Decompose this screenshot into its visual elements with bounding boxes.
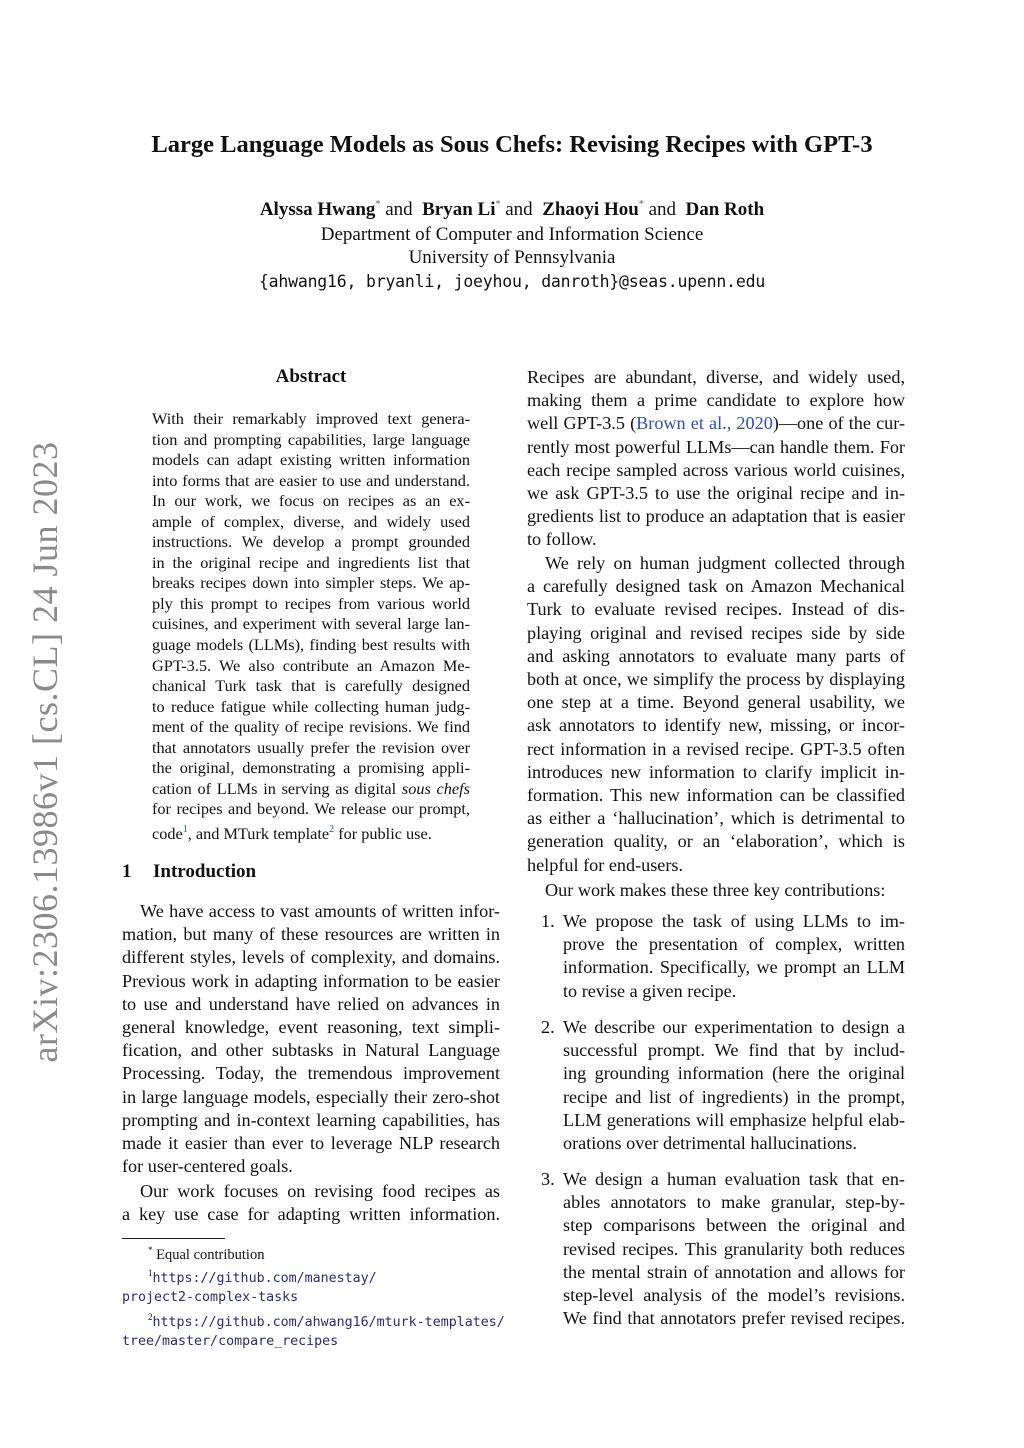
text-line: models can adapt existing written information xyxy=(152,450,470,470)
text-line: We describe our experimentation to design a xyxy=(563,1017,905,1037)
text-line: chanical Turk task that is carefully designed xyxy=(152,676,470,696)
text-line: ask annotators to identify new, missing, or incor- xyxy=(527,715,905,736)
footnote-2-cont xyxy=(122,1332,522,1351)
text-line: a key use case for adapting written information. xyxy=(122,1204,500,1225)
text-line: ply this prompt to recipes from various world xyxy=(152,593,470,613)
text-line: to follow. xyxy=(527,529,597,550)
text-line: each recipe sampled across various world cuisines, xyxy=(527,459,905,480)
text-line: general knowledge, event reasoning, text simpli- xyxy=(122,1017,500,1038)
text-line: revised recipes. This granularity both reduces xyxy=(563,1238,905,1259)
text-line: step comparisons between the original and xyxy=(563,1215,905,1236)
text-line: for user-centered goals. xyxy=(122,1156,293,1177)
footnote-1-cont xyxy=(122,1288,522,1307)
intro-paragraph-3 xyxy=(527,366,905,552)
text-line: and asking annotators to evaluate many parts of xyxy=(527,645,905,666)
text-line: for recipes and beyond. We release our prompt, xyxy=(152,799,470,819)
text-line: GPT-3.5. We also contribute an Amazon Me- xyxy=(152,655,470,675)
intro-paragraph-1 xyxy=(122,900,500,1178)
text-line: helpful for end-users. xyxy=(527,854,684,875)
intro-paragraph-2 xyxy=(122,1180,500,1226)
text-line: Our work focuses on revising food recipes as xyxy=(140,1181,500,1201)
footnote-divider xyxy=(122,1238,225,1239)
abstract-text xyxy=(152,409,470,844)
text-line: Previous work in adapting information to be easier xyxy=(122,970,500,991)
author-list xyxy=(0,199,1024,221)
text-line xyxy=(152,820,470,845)
text-line: ment of the quality of recipe revisions. We find xyxy=(152,717,470,737)
author-name: Alyssa Hwang xyxy=(259,199,376,220)
intro-paragraph-4 xyxy=(527,552,905,877)
text-line: generation quality, or an ‘elaboration’, which is xyxy=(527,831,905,852)
text-line: made it easier than ever to leverage NLP research xyxy=(122,1133,500,1154)
footnote-mark: * xyxy=(148,1245,153,1255)
text-span: for public use. xyxy=(334,823,432,843)
footnote-link[interactable]: https://github.com/ahwang16/mturk-templates/ xyxy=(152,1314,505,1330)
text-line: mation, but many of these resources are written in xyxy=(122,924,500,945)
text-line: Processing. Today, the tremendous improvement xyxy=(122,1063,500,1084)
citation-link[interactable]: Brown et al., 2020 xyxy=(636,413,773,434)
text-line: both at once, we simplify the process by displaying xyxy=(527,669,905,690)
list-number: 1. xyxy=(541,911,555,931)
list-number: 3. xyxy=(541,1169,555,1189)
text-line: different styles, levels of complexity, and domains. xyxy=(122,947,500,968)
text-line: rect information in a revised recipe. GPT-3.5 often xyxy=(527,738,905,759)
text-line: to use and understand have relied on advances in xyxy=(122,993,500,1014)
text-line xyxy=(152,779,470,800)
text-line: information. Specifically, we prompt an LLM xyxy=(563,957,905,978)
section-number: 1 xyxy=(122,861,132,882)
and-text: and xyxy=(385,199,413,220)
contribution-item xyxy=(527,910,905,1003)
text-line: We find that annotators prefer revised recipes. xyxy=(563,1308,905,1329)
text-line: LLM generations will emphasize helpful elab- xyxy=(563,1109,905,1130)
text-line xyxy=(527,412,905,435)
text-span: )—one of the cur- xyxy=(772,413,906,434)
equal-contribution-mark: * xyxy=(375,199,381,210)
footnote-equal xyxy=(122,1241,522,1264)
text-line: playing original and revised recipes side by side xyxy=(527,622,905,643)
contribution-text xyxy=(563,1168,905,1330)
text-line: the original, demonstrating a promising appli- xyxy=(152,758,470,778)
text-line: We rely on human judgment collected through xyxy=(545,553,905,573)
text-line: orations over detrimental hallucinations. xyxy=(563,1133,857,1154)
text-line: ing grounding information (here the original xyxy=(563,1063,905,1084)
text-line: breaks recipes down into simpler steps. We ap- xyxy=(152,573,470,593)
text-line: formation. This new information can be classified xyxy=(527,785,905,806)
footnote-2 xyxy=(122,1308,522,1332)
text-line: making them a prime candidate to explore how xyxy=(527,390,905,411)
author-name: Zhaoyi Hou xyxy=(542,199,639,220)
footnote-ref[interactable]: 2 xyxy=(329,823,335,835)
text-line: gredients list to produce an adaptation that is easier xyxy=(527,506,905,527)
text-line: Our work makes these three key contributions: xyxy=(545,880,886,900)
contribution-item xyxy=(527,1016,905,1155)
author-name: Dan Roth xyxy=(685,199,765,220)
contribution-text xyxy=(563,910,905,1003)
text-line: We have access to vast amounts of written infor- xyxy=(140,901,500,921)
section-heading-introduction xyxy=(122,861,256,883)
author-name: Bryan Li xyxy=(422,199,496,220)
text-line: instructions. We develop a prompt grounded xyxy=(152,532,470,552)
text-line: prompting and in-context learning capabilities, has xyxy=(122,1109,500,1130)
text-span: well GPT-3.5 ( xyxy=(527,413,637,434)
text-line: tion and prompting capabilities, large language xyxy=(152,429,470,449)
text-line: recipe and list of ingredients) in the prompt, xyxy=(563,1086,905,1107)
paper-title: Large Language Models as Sous Chefs: Revising Recipes with GPT-3 xyxy=(151,131,873,158)
author-emails: {ahwang16, bryanli, joeyhou, danroth}@seas.upenn.edu xyxy=(258,272,766,291)
text-line: prove the presentation of complex, written xyxy=(563,934,905,955)
footnote-link[interactable]: https://github.com/manestay/ xyxy=(152,1271,377,1287)
text-line: step-level analysis of the model’s revisions. xyxy=(563,1285,905,1306)
abstract-heading: Abstract xyxy=(275,366,347,387)
text-line: in large language models, especially their zero-shot xyxy=(122,1086,500,1107)
text-line: introduces new information to clarify implicit in- xyxy=(527,761,905,782)
text-span: , and MTurk template xyxy=(187,823,330,843)
and-text: and xyxy=(505,199,533,220)
arxiv-stamp: arXiv:2306.13986v1 [cs.CL] 24 Jun 2023 xyxy=(25,441,65,1063)
text-line: cuisines, and experiment with several large lan- xyxy=(152,614,470,634)
text-line: we ask GPT-3.5 to use the original recipe and in- xyxy=(527,483,905,504)
text-line: to revise a given recipe. xyxy=(563,980,737,1001)
and-text: and xyxy=(648,199,676,220)
footnote-link[interactable]: tree/master/compare_recipes xyxy=(122,1333,339,1349)
text-line: Recipes are abundant, diverse, and widely used, xyxy=(527,367,905,387)
affiliation-university: University of Pennsylvania xyxy=(408,247,616,268)
intro-paragraph-5 xyxy=(527,879,905,902)
italic-text: sous chefs xyxy=(401,778,471,798)
equal-contribution-mark: * xyxy=(638,199,644,210)
footnote-mark: 2 xyxy=(148,1311,153,1322)
text-line: the mental strain of annotation and allows for xyxy=(563,1261,905,1282)
footnote-link[interactable]: project2-complex-tasks xyxy=(122,1290,299,1306)
text-span: cation of LLMs in serving as digital xyxy=(152,778,402,798)
text-line: that annotators usually prefer the revision over xyxy=(152,737,470,757)
text-line: fication, and other subtasks in Natural Language xyxy=(122,1040,500,1061)
contribution-text xyxy=(563,1016,905,1155)
text-line: to reduce fatigue while collecting human judg- xyxy=(152,696,470,716)
text-line: ample of complex, diverse, and widely used xyxy=(152,511,470,531)
text-line: a carefully designed task on Amazon Mechanical xyxy=(527,576,905,597)
text-line: In our work, we focus on recipes as an ex- xyxy=(152,491,470,511)
text-line: into forms that are easier to use and understand. xyxy=(152,470,470,490)
text-line: With their remarkably improved text genera- xyxy=(152,409,470,428)
footnotes xyxy=(122,1241,522,1351)
equal-contribution-mark: * xyxy=(495,199,501,210)
section-title: Introduction xyxy=(153,861,257,882)
text-line: as either a ‘hallucination’, which is detrimental to xyxy=(527,808,905,829)
text-line: one step at a time. Beyond general usability, we xyxy=(527,692,905,713)
text-line: ables annotators to make granular, step-by- xyxy=(563,1192,905,1213)
footnote-1 xyxy=(122,1264,522,1288)
contribution-item xyxy=(527,1168,905,1330)
affiliation-department: Department of Computer and Information Science xyxy=(320,224,704,245)
text-line: We design a human evaluation task that en- xyxy=(563,1169,905,1189)
text-line: We propose the task of using LLMs to im- xyxy=(563,911,905,931)
text-line: guage models (LLMs), finding best results with xyxy=(152,635,470,655)
footnote-mark: 1 xyxy=(148,1268,153,1279)
list-number: 2. xyxy=(541,1017,555,1037)
text-line: in the original recipe and ingredients list that xyxy=(152,552,470,572)
text-line: successful prompt. We find that by includ- xyxy=(563,1040,905,1061)
text-line: Turk to evaluate revised recipes. Instead of dis- xyxy=(527,599,905,620)
text-span: code xyxy=(152,823,183,843)
footnote-ref[interactable]: 1 xyxy=(182,823,188,835)
text-line: rently most powerful LLMs—can handle them. For xyxy=(527,436,905,457)
footnote-text: Equal contribution xyxy=(156,1247,265,1263)
